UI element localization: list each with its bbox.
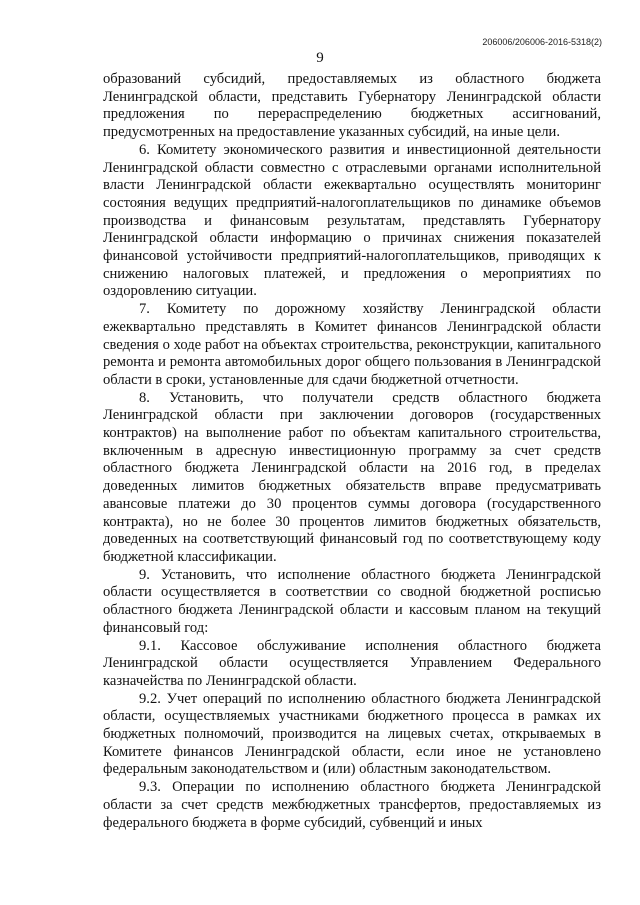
paragraph-item-7: 7. Комитету по дорожному хозяйству Ленинградской области ежеквартально представлять в Комитет финансов Ленинградской области сведения о ходе работ на объектах строительства, реконструкции, капитального ремонта и ремонта автомобильных дорог общего пользования в Ленинградской области в сроки, установленные для сдачи бюджетной отчетности. (103, 301, 601, 388)
paragraph-item-6: 6. Комитету экономического развития и инвестиционной деятельности Ленинградской области совместно с отраслевыми органами исполнительной власти Ленинградской области ежеквартально осуществлять мониторинг состояния ведущих предприятий-налогоплательщиков по динамике объемов производства и финансовым результатам, представлять Губернатору Ленинградской области информацию о причинах снижения показателей финансовой устойчивости предприятий-налогоплательщиков, приводящих к снижению налоговых платежей, и предложения о мероприятиях по оздоровлению ситуации. (103, 141, 601, 300)
paragraph-item-9-3: 9.3. Операции по исполнению областного бюджета Ленинградской области за счет средств межбюджетных трансфертов, предоставляемых из федерального бюджета в форме субсидий, субвенций и иных (103, 779, 601, 831)
paragraph-item-9: 9. Установить, что исполнение областного бюджета Ленинградской области осуществляется в соответствии со сводной бюджетной росписью областного бюджета Ленинградской области и кассовым планом на текущий финансовый год: (103, 566, 601, 636)
paragraph-item-8: 8. Установить, что получатели средств областного бюджета Ленинградской области при заключении договоров (государственных контрактов) на выполнение работ по объектам капитального строительства, включенным в адресную инвестиционную программу за счет средств областного бюджета Ленинградской области на 2016 год, в пределах доведенных лимитов бюджетных обязательств вправе предусматривать авансовые платежи до 30 процентов суммы договора (государственного контракта), но не более 30 процентов лимитов бюджетных обязательств, доведенных на соответствующий финансовый год по соответствующему коду бюджетной классификации. (103, 389, 601, 565)
document-id: 206006/206006-2016-5318(2) (482, 37, 602, 47)
paragraph-item-9-2: 9.2. Учет операций по исполнению областного бюджета Ленинградской области, осуществляемых участниками бюджетного процесса в рамках их бюджетных полномочий, производится на лицевых счетах, открываемых в Комитете финансов Ленинградской области, если иное не установлено федеральным законодательством и (или) областным законодательством. (103, 690, 601, 778)
paragraph-item-9-1: 9.1. Кассовое обслуживание исполнения областного бюджета Ленинградской области осуществляется Управлением Федерального казначейства по Ленинградской области. (103, 637, 601, 689)
page-number: 9 (316, 50, 324, 66)
paragraph-continuation: образований субсидий, предоставляемых из областного бюджета Ленинградской области, представить Губернатору Ленинградской области предложения по перераспределению бюджетных ассигнований, предусмотренных на предоставление указанных субсидий, на иные цели. (103, 71, 601, 141)
document-body (103, 71, 601, 832)
